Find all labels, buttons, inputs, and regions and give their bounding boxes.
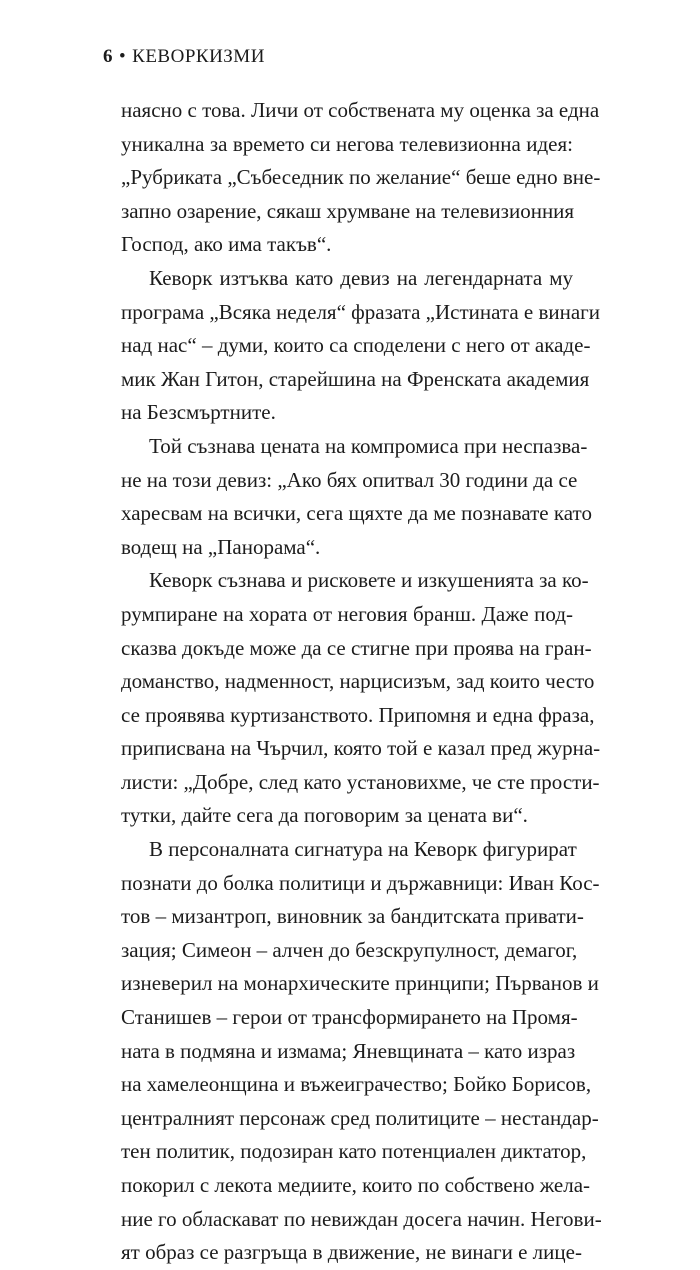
header-separator: •	[119, 46, 127, 67]
text-line: на Безсмъртните.	[121, 400, 276, 425]
text-line: познати до болка политици и държавници: Иван Кос-	[121, 870, 600, 895]
text-line: се проявява куртизанството. Припомня и една фраза,	[121, 702, 595, 727]
text-line: харесвам на всички, сега щяхте да ме познавате като	[121, 501, 592, 526]
text-line: Той съзнава цената на компромиса при неспазва-	[149, 433, 588, 458]
text-line: Кеворк изтъква като девиз на легендарната му	[149, 265, 573, 290]
text-line: запно озарение, сякаш хрумване на телевизионния	[121, 198, 575, 223]
text-line: покорил с лекота медиите, които по собствено жела-	[121, 1173, 591, 1197]
text-line: централният персонаж сред политиците – нестандар-	[121, 1105, 599, 1130]
text-line: тутки, дайте сега да поговорим за цената ви“.	[121, 803, 528, 828]
text-line: Господ, ако има такъв“.	[121, 232, 332, 257]
text-line: уникална за времето си негова телевизионна идея:	[121, 131, 573, 156]
text-line: ние го обласкават по невиждан досега начин. Негови-	[121, 1206, 602, 1231]
text-line: тен политик, подозиран като потенциален диктатор,	[121, 1139, 587, 1164]
text-line: сказва докъде може да се стигне при проява на гран-	[121, 635, 592, 660]
text-line: приписвана на Чърчил, която той е казал пред журна-	[121, 736, 601, 761]
text-line: Кеворк съзнава и рисковете и изкушенията за ко-	[149, 568, 589, 593]
text-line: доманство, надменност, нарцисизъм, зад които често	[121, 669, 595, 694]
text-line: изневерил на монархическите принципи; Първанов и	[121, 971, 599, 996]
text-line: зация; Симеон – алчен до безскрупулност, демагог,	[121, 937, 578, 962]
book-title: КЕВОРКИЗМИ	[132, 46, 265, 67]
text-line: водещ на „Панорама“.	[121, 534, 321, 559]
text-line: ят образ се разгръща в движение, не винаги е лице-	[121, 1240, 582, 1265]
text-line: Станишев – герои от трансформирането на Промя-	[121, 1005, 578, 1030]
text-line: „Рубриката „Събеседник по желание“ беше едно вне-	[121, 165, 601, 190]
body-text	[121, 94, 602, 1270]
text-line: тов – мизантроп, виновник за бандитската привати-	[121, 904, 584, 929]
text-line: листи: „Добре, след като установихме, че сте прости-	[121, 769, 600, 794]
text-line: ната в подмяна и измама; Яневщината – като израз	[121, 1038, 576, 1063]
text-line: не на този девиз: „Ако бях опитвал 30 години да се	[121, 467, 578, 492]
text-line: на хамелеонщина и въжеиграчество; Бойко Борисов,	[121, 1072, 592, 1097]
text-line: В персоналната сигнатура на Кеворк фигурират	[149, 837, 577, 862]
page-number: 6	[103, 46, 113, 67]
text-line: мик Жан Гитон, старейшина на Френската академия	[121, 366, 590, 391]
text-line: програма „Всяка неделя“ фразата „Истината е винаги	[121, 299, 601, 324]
text-line: наясно с това. Личи от собствената му оценка за една	[121, 98, 600, 122]
running-header	[103, 46, 265, 68]
text-line: над нас“ – думи, които са споделени с него от акаде-	[121, 333, 591, 358]
text-line: румпиране на хората от неговия бранш. Даже под-	[121, 601, 573, 626]
